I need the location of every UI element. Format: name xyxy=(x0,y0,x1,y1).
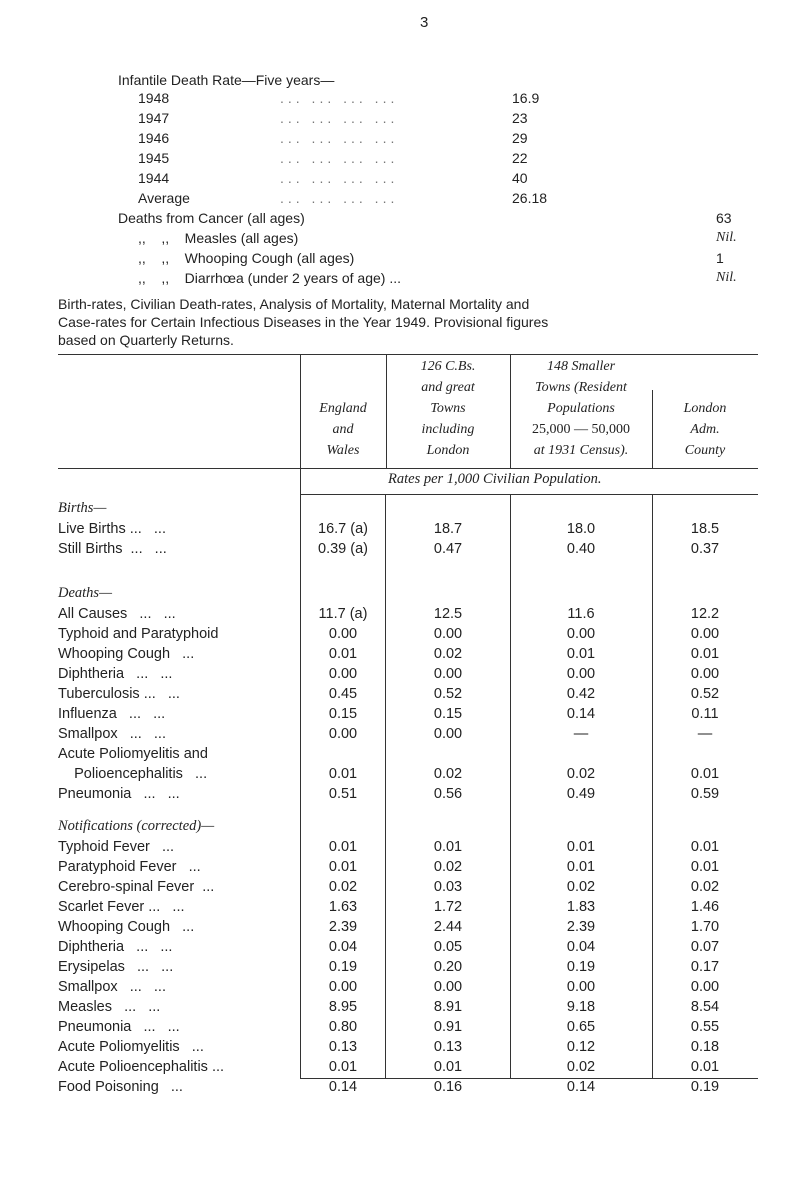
cell-value: 18.5 xyxy=(690,521,720,537)
column-header xyxy=(386,356,510,461)
cell-value: 0.13 xyxy=(433,1039,463,1055)
imr-leader-dots: ... ... ... ... xyxy=(280,110,399,126)
table-row xyxy=(0,999,800,1019)
row-label: Tuberculosis ... ... xyxy=(58,686,180,702)
row-label: Cerebro-spinal Fever ... xyxy=(58,879,215,895)
imr-leader-dots: ... ... ... ... xyxy=(280,190,399,206)
cell-value: 0.19 xyxy=(328,959,358,975)
cell-value: 2.44 xyxy=(433,919,463,935)
cell-value: 0.80 xyxy=(328,1019,358,1035)
cell-value: 0.14 xyxy=(566,1079,596,1095)
row-label: Diphtheria ... ... xyxy=(58,939,173,955)
cell-value: 0.65 xyxy=(566,1019,596,1035)
cell-value: 0.00 xyxy=(433,666,463,682)
table-row xyxy=(0,919,800,939)
column-header-line: Towns xyxy=(430,401,466,416)
cell-value: 0.01 xyxy=(328,1059,358,1075)
table-top-rule xyxy=(58,354,758,355)
table-row xyxy=(0,786,800,806)
cell-value: 0.01 xyxy=(566,839,596,855)
cell-value: 0.02 xyxy=(690,879,720,895)
table-row xyxy=(0,726,800,746)
cell-value: 0.15 xyxy=(433,706,463,722)
cell-value: 0.01 xyxy=(328,859,358,875)
imr-year: 1947 xyxy=(138,110,170,126)
cell-value: 0.40 xyxy=(566,541,596,557)
cell-value: 0.59 xyxy=(690,786,720,802)
intro-line-3: based on Quarterly Returns. xyxy=(58,332,234,348)
cell-value: 0.56 xyxy=(433,786,463,802)
imr-year: 1945 xyxy=(138,150,170,166)
column-header xyxy=(652,398,758,461)
intro-line-2: Case-rates for Certain Infectious Diseases in the Year 1949. Provisional figures xyxy=(58,314,549,330)
death-summary-label: ,, ,, Diarrhœa (under 2 years of age) ... xyxy=(138,270,401,286)
cell-value: 0.02 xyxy=(566,879,596,895)
table-row xyxy=(0,839,800,859)
cell-value: 0.01 xyxy=(433,839,463,855)
cell-value: 0.01 xyxy=(690,1059,720,1075)
row-label: Live Births ... ... xyxy=(58,521,166,537)
cell-value: 0.16 xyxy=(433,1079,463,1095)
cell-value: 0.01 xyxy=(433,1059,463,1075)
cell-value: 18.0 xyxy=(566,521,596,537)
table-row xyxy=(0,541,800,561)
cell-value: 0.52 xyxy=(690,686,720,702)
imr-heading: Infantile Death Rate—Five years— xyxy=(118,72,335,88)
column-header xyxy=(300,398,386,461)
table-row xyxy=(0,1019,800,1039)
column-header-line: London xyxy=(683,401,727,416)
table-row xyxy=(0,939,800,959)
imr-value: 22 xyxy=(512,150,528,166)
column-header-line: England xyxy=(319,401,367,416)
cell-value: 1.63 xyxy=(328,899,358,915)
cell-value: 1.46 xyxy=(690,899,720,915)
cell-value: 0.14 xyxy=(566,706,596,722)
cell-value: 0.00 xyxy=(328,666,358,682)
column-header-line: Populations xyxy=(547,401,615,416)
cell-value: 0.17 xyxy=(690,959,720,975)
column-header xyxy=(510,356,652,461)
cell-value: 0.01 xyxy=(566,646,596,662)
cell-value: 0.47 xyxy=(433,541,463,557)
cell-value: 0.52 xyxy=(433,686,463,702)
imr-year: Average xyxy=(138,190,190,206)
cell-value: 0.20 xyxy=(433,959,463,975)
table-row xyxy=(0,1079,800,1099)
cell-value: 0.11 xyxy=(691,706,719,722)
cell-value: 0.04 xyxy=(328,939,358,955)
death-summary-value: 63 xyxy=(716,210,732,226)
cell-value: 0.51 xyxy=(328,786,358,802)
cell-value: 0.37 xyxy=(690,541,720,557)
cell-value: 8.95 xyxy=(328,999,358,1015)
cell-value: 0.15 xyxy=(328,706,358,722)
cell-value: 2.39 xyxy=(566,919,596,935)
column-header-line: 25,000 — 50,000 xyxy=(532,422,630,437)
section-label: Notifications (corrected)— xyxy=(58,818,215,834)
death-summary-value: Nil. xyxy=(716,270,737,285)
header-bottom-rule xyxy=(58,468,758,469)
cell-value: 12.5 xyxy=(433,606,463,622)
row-label: Diphtheria ... ... xyxy=(58,666,173,682)
row-label: Pneumonia ... ... xyxy=(58,1019,180,1035)
cell-value: 0.02 xyxy=(566,1059,596,1075)
row-label: Acute Polioencephalitis ... xyxy=(58,1059,225,1075)
row-label: Smallpox ... ... xyxy=(58,979,166,995)
column-header-line: and great xyxy=(421,380,475,395)
cell-value: 0.02 xyxy=(328,879,358,895)
cell-value: 0.01 xyxy=(690,646,720,662)
row-label: Acute Poliomyelitis and xyxy=(58,746,208,762)
cell-value: 0.05 xyxy=(433,939,463,955)
cell-value: 0.12 xyxy=(566,1039,596,1055)
cell-value: 1.70 xyxy=(690,919,720,935)
imr-year: 1946 xyxy=(138,130,170,146)
cell-value: 0.01 xyxy=(690,839,720,855)
row-label: Scarlet Fever ... ... xyxy=(58,899,185,915)
table-row xyxy=(0,899,800,919)
cell-value: 0.18 xyxy=(690,1039,720,1055)
cell-value: 0.01 xyxy=(328,766,358,782)
cell-value: 0.01 xyxy=(690,766,720,782)
cell-value: 0.00 xyxy=(328,979,358,995)
table-row xyxy=(0,646,800,666)
row-label: Typhoid Fever ... xyxy=(58,839,175,855)
imr-year: 1944 xyxy=(138,170,170,186)
death-summary-label: Deaths from Cancer (all ages) xyxy=(118,210,305,226)
table-row xyxy=(0,859,800,879)
cell-value: 12.2 xyxy=(690,606,720,622)
cell-value: 0.00 xyxy=(566,626,596,642)
column-header-line: 126 C.Bs. xyxy=(420,359,476,374)
imr-year: 1948 xyxy=(138,90,170,106)
cell-value: 0.00 xyxy=(566,979,596,995)
cell-value: 18.7 xyxy=(433,521,463,537)
cell-value: 0.00 xyxy=(433,626,463,642)
table-row xyxy=(0,979,800,999)
cell-value: 0.39 (a) xyxy=(318,541,368,557)
cell-value: 0.04 xyxy=(566,939,596,955)
cell-value: 0.00 xyxy=(690,666,720,682)
column-header-line: County xyxy=(684,443,726,458)
row-label: Still Births ... ... xyxy=(58,541,167,557)
imr-value: 40 xyxy=(512,170,528,186)
table-row xyxy=(0,521,800,541)
cell-value: 0.45 xyxy=(328,686,358,702)
cell-value: 0.01 xyxy=(690,859,720,875)
cell-value: 0.03 xyxy=(433,879,463,895)
column-header-line: Wales xyxy=(326,443,360,458)
imr-value: 26.18 xyxy=(512,190,548,206)
cell-value: 0.01 xyxy=(566,859,596,875)
table-row xyxy=(0,1039,800,1059)
cell-value: — xyxy=(573,726,589,742)
death-summary-label: ,, ,, Whooping Cough (all ages) xyxy=(138,250,355,266)
imr-value: 16.9 xyxy=(512,90,540,106)
column-header-line: Towns (Resident xyxy=(535,380,627,395)
row-label: Whooping Cough ... xyxy=(58,646,195,662)
cell-value: 0.00 xyxy=(690,626,720,642)
row-label: Erysipelas ... ... xyxy=(58,959,174,975)
imr-value: 23 xyxy=(512,110,528,126)
subheader-rule xyxy=(300,494,758,495)
table-row xyxy=(0,766,800,786)
row-label: Pneumonia ... ... xyxy=(58,786,180,802)
imr-leader-dots: ... ... ... ... xyxy=(280,170,399,186)
cell-value: 0.19 xyxy=(566,959,596,975)
cell-value: 8.91 xyxy=(433,999,463,1015)
column-header-line: at 1931 Census). xyxy=(533,443,629,458)
column-header-line: including xyxy=(421,422,475,437)
cell-value: 0.02 xyxy=(433,766,463,782)
cell-value: 11.6 xyxy=(567,606,595,622)
cell-value: 8.54 xyxy=(690,999,720,1015)
cell-value: 9.18 xyxy=(566,999,596,1015)
table-row xyxy=(0,1059,800,1079)
cell-value: 0.91 xyxy=(433,1019,463,1035)
cell-value: — xyxy=(697,726,713,742)
imr-value: 29 xyxy=(512,130,528,146)
row-label: Whooping Cough ... xyxy=(58,919,195,935)
cell-value: 0.00 xyxy=(328,626,358,642)
cell-value: 0.01 xyxy=(328,646,358,662)
cell-value: 0.07 xyxy=(690,939,720,955)
row-label: Measles ... ... xyxy=(58,999,161,1015)
row-label: Influenza ... ... xyxy=(58,706,166,722)
cell-value: 0.13 xyxy=(328,1039,358,1055)
column-header-line: Adm. xyxy=(690,422,720,437)
row-label: Food Poisoning ... xyxy=(58,1079,183,1095)
table-row xyxy=(0,606,800,626)
cell-value: 0.02 xyxy=(433,859,463,875)
column-header-line: and xyxy=(332,422,354,437)
imr-leader-dots: ... ... ... ... xyxy=(280,150,399,166)
cell-value: 0.01 xyxy=(328,839,358,855)
death-summary-value: Nil. xyxy=(716,230,737,245)
table-row xyxy=(0,706,800,726)
table-row xyxy=(0,879,800,899)
table-row xyxy=(0,746,800,766)
section-label: Deaths— xyxy=(58,585,112,601)
cell-value: 1.72 xyxy=(433,899,463,915)
cell-value: 0.00 xyxy=(433,979,463,995)
death-summary-value: 1 xyxy=(716,250,724,266)
cell-value: 0.42 xyxy=(566,686,596,702)
row-label: Smallpox ... ... xyxy=(58,726,166,742)
cell-value: 0.00 xyxy=(566,666,596,682)
cell-value: 0.19 xyxy=(690,1079,720,1095)
cell-value: 0.02 xyxy=(433,646,463,662)
cell-value: 11.7 (a) xyxy=(318,606,368,622)
cell-value: 2.39 xyxy=(328,919,358,935)
row-label: Acute Poliomyelitis ... xyxy=(58,1039,204,1055)
table-row xyxy=(0,666,800,686)
intro-line-1: Birth-rates, Civilian Death-rates, Analysis of Mortality, Maternal Mortality and xyxy=(58,296,530,312)
column-header-line: 148 Smaller xyxy=(546,359,616,374)
table-row xyxy=(0,686,800,706)
table-row xyxy=(0,626,800,646)
cell-value: 16.7 (a) xyxy=(318,521,368,537)
row-label: Typhoid and Paratyphoid xyxy=(58,626,219,642)
imr-leader-dots: ... ... ... ... xyxy=(280,90,399,106)
section-label: Births— xyxy=(58,500,107,516)
cell-value: 0.02 xyxy=(566,766,596,782)
row-label: Paratyphoid Fever ... xyxy=(58,859,201,875)
cell-value: 0.55 xyxy=(690,1019,720,1035)
page-number: 3 xyxy=(420,14,429,31)
cell-value: 0.00 xyxy=(328,726,358,742)
cell-value: 0.49 xyxy=(566,786,596,802)
column-header-line: London xyxy=(426,443,470,458)
death-summary-label: ,, ,, Measles (all ages) xyxy=(138,230,299,246)
cell-value: 0.14 xyxy=(328,1079,358,1095)
cell-value: 1.83 xyxy=(566,899,596,915)
row-label: Polioencephalitis ... xyxy=(58,766,208,782)
row-label: All Causes ... ... xyxy=(58,606,176,622)
imr-leader-dots: ... ... ... ... xyxy=(280,130,399,146)
cell-value: 0.00 xyxy=(433,726,463,742)
table-subheader: Rates per 1,000 Civilian Population. xyxy=(388,471,602,487)
table-row xyxy=(0,959,800,979)
cell-value: 0.00 xyxy=(690,979,720,995)
